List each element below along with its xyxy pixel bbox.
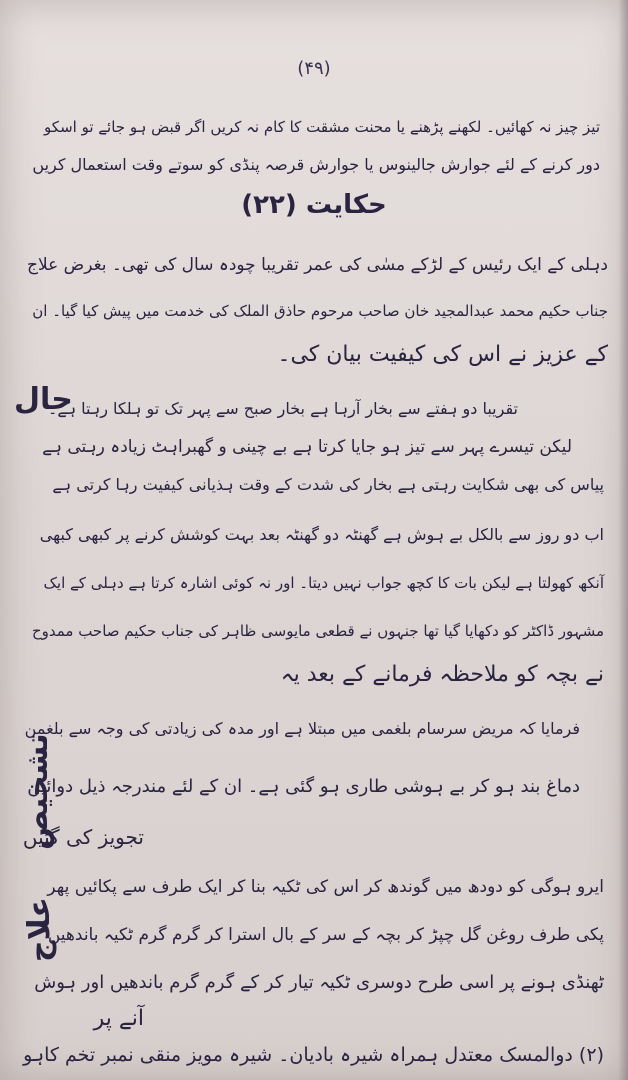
section-heading: حکایت (۲۲) [241, 190, 387, 220]
haal-line-5: آنکھ کھولتا ہے لیکن بات کا کچھ جواب نہیں دیتا۔ اور نہ کوئی اشارہ کرتا ہے دہلی کے ایک [43, 574, 604, 592]
ilaj-label: علاج [22, 897, 57, 962]
haal-line-3: پیاس کی بھی شکایت رہتی ہے بخار کی شدت کے وقت ہذیانی کیفیت رہا کرتی ہے [52, 475, 604, 494]
ilaj-line-4: آنے پر [93, 1006, 144, 1031]
haal-line-2: لیکن تیسرے پہر سے تیز ہو جایا کرتا ہے بے چینی و گھبراہٹ زیادہ رہتی ہے [42, 437, 572, 457]
page-number: (۴۹) [297, 58, 331, 79]
tashkhees-line-3: تجویز کی گئیں [22, 825, 144, 849]
story-line-3: کے عزیز نے اس کی کیفیت بیان کی۔ [277, 342, 608, 367]
ilaj-line-1: ایرو ہوگی کو دودھ میں گوندھ کر اس کی ٹکیہ بنا کر ایک طرف سے پکائیں پھر [47, 877, 604, 897]
haal-line-7: نے بچہ کو ملاحظہ فرمانے کے بعد یہ [280, 662, 604, 687]
tashkhees-line-2: دماغ بند ہو کر بے ہوشی طاری ہو گئی ہے۔ ان کے لئے مندرجہ ذیل دوائیں [27, 776, 580, 797]
haal-line-1: تقریبا دو ہفتے سے بخار آرہا ہے بخار صبح سے پہر تک تو ہلکا رہتا ہے۔ [47, 399, 518, 418]
tashkhees-line-1: فرمایا کہ مریض سرسام بلغمی میں مبتلا ہے اور مدہ کی زیادتی کی وجہ سے بلغمن [24, 719, 580, 738]
footer-line: (۲) دوالمسک معتدل ہمراہ شیرہ بادیان۔ شیرہ مویز منقی نمبر تخم کاہو [23, 1044, 604, 1066]
intro-line-1: تیز چیز نہ کھائیں۔ لکھنے پڑھنے یا محنت مشقت کا کام نہ کریں اگر قبض ہو جائے تو اسکو [44, 118, 600, 136]
ilaj-line-2: پکی طرف روغن گل چپڑ کر بچہ کے سر کے بال استرا کر گرم گرم ٹکیہ باندھیں [47, 925, 604, 945]
haal-line-6: مشہور ڈاکٹر کو دکھایا گیا تھا جنہوں نے قطعی مایوسی ظاہر کی جناب حکیم صاحب ممدوح [31, 622, 604, 640]
ilaj-line-3: ٹھنڈی ہونے پر اسی طرح دوسری ٹکیہ تیار کر کے گرم گرم باندھیں اور ہوش [34, 972, 604, 993]
tashkhees-label: تشخیص [20, 733, 55, 850]
story-line-1: دہلی کے ایک رئیس کے لڑکے مسٰی کی عمر تقریبا چودہ سال کی تھی۔ بغرض علاج [26, 255, 608, 275]
scan-edge [618, 0, 628, 1080]
story-line-2: جناب حکیم محمد عبدالمجید خان صاحب مرحوم حاذق الملک کی خدمت میں پیش کیا گیا۔ ان [32, 302, 608, 320]
intro-line-2: دور کرنے کے لئے جوارش جالینوس یا جوارش قرصہ پنڈی کو سوتے وقت استعمال کریں [32, 155, 600, 174]
haal-line-4: اب دو روز سے بالکل بے ہوش ہے گھنٹہ دو گھنٹہ بعد بہت کوشش کرنے پر کبھی کبھی [39, 525, 604, 544]
haal-label: حال [14, 382, 73, 417]
